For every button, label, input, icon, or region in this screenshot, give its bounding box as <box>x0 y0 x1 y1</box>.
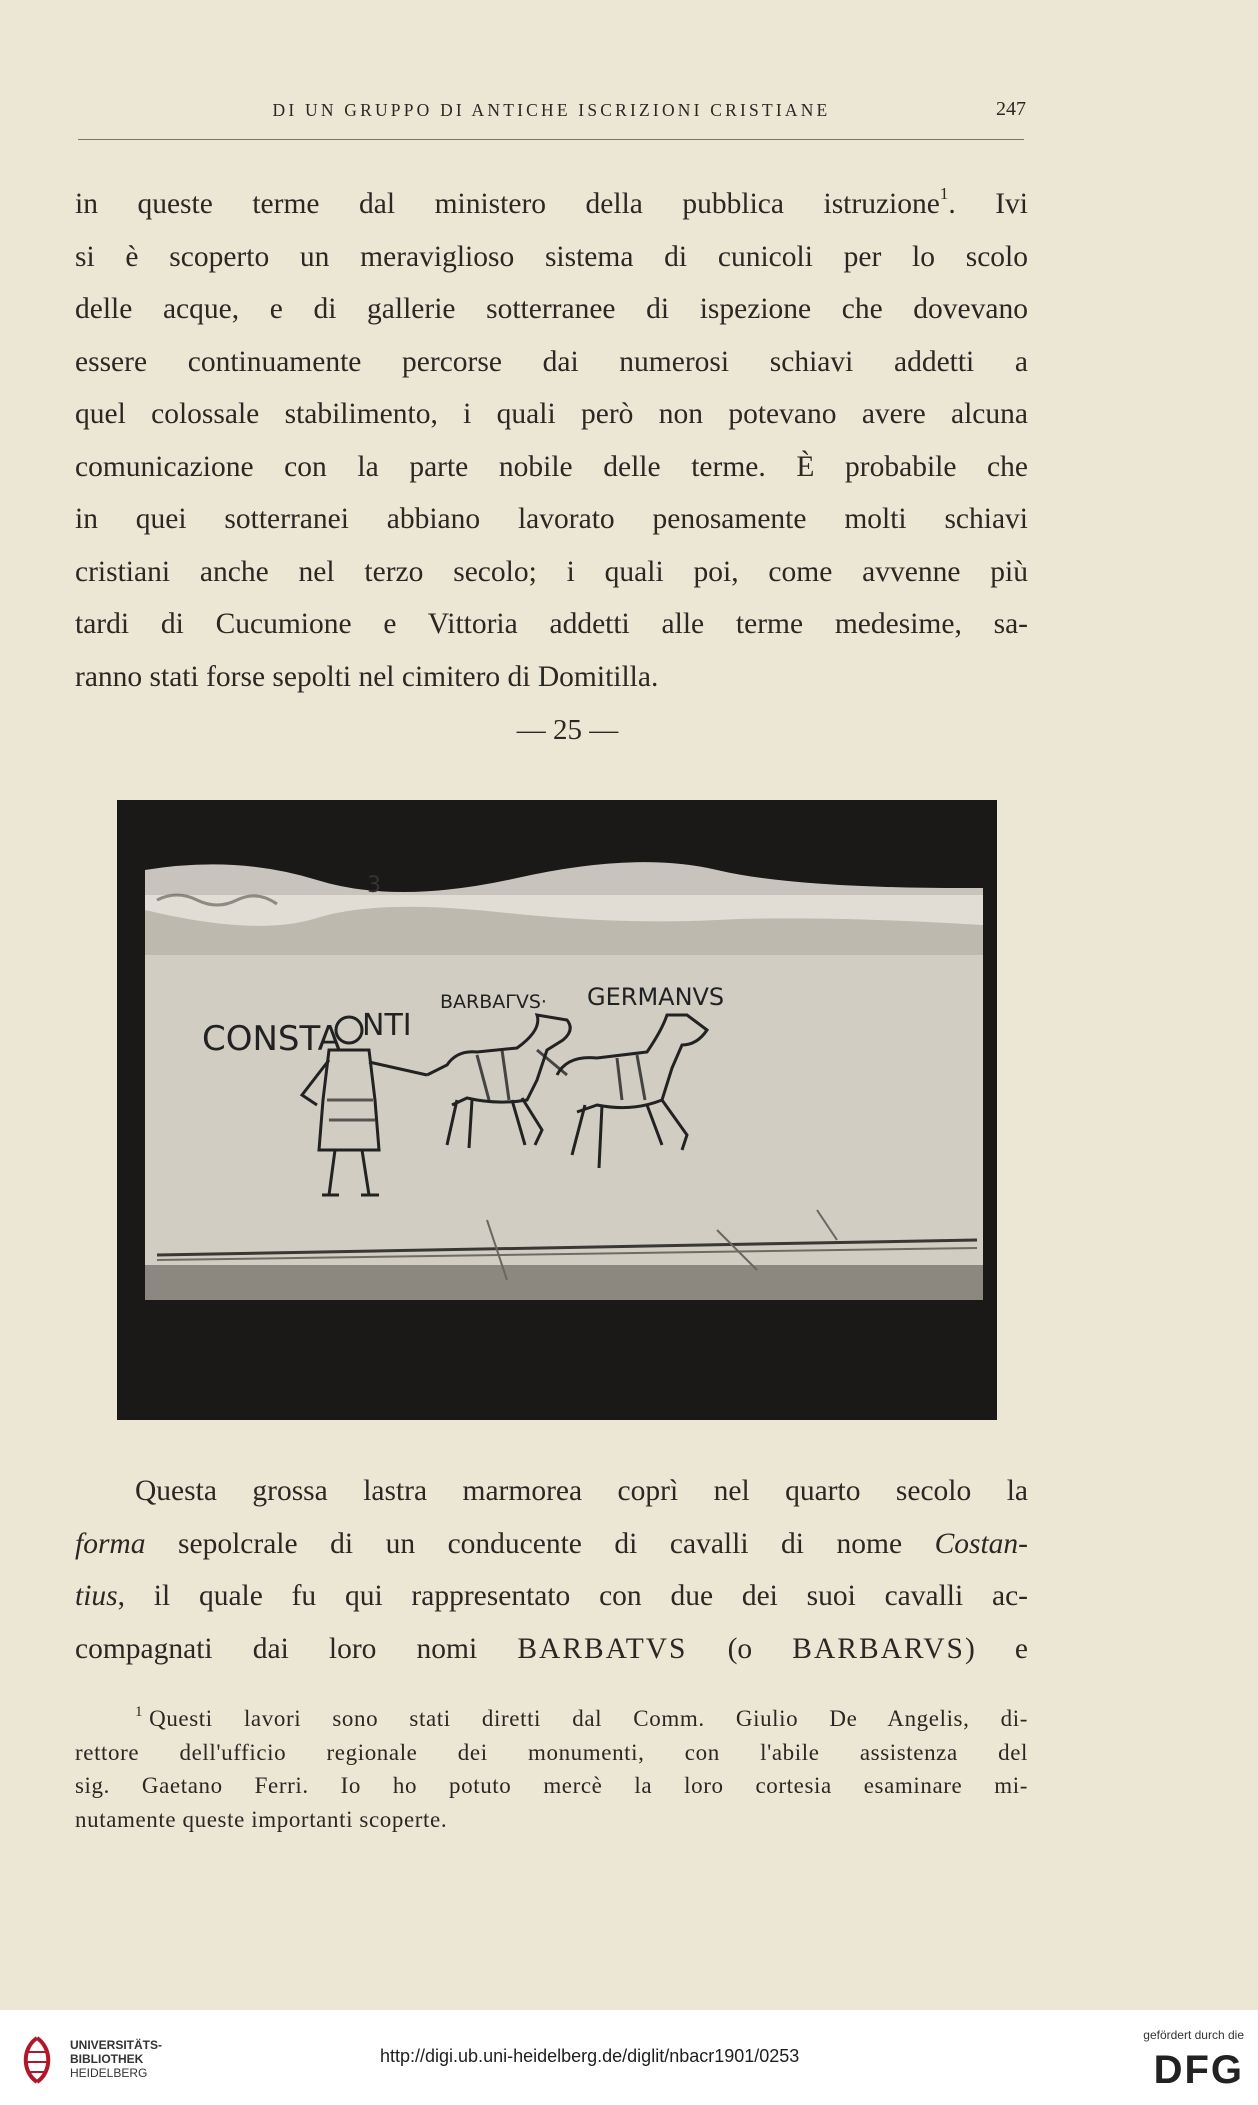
footnote-line: sig. Gaetano Ferri. Io ho potuto mercè la loro cortesia esaminare mi- <box>75 1773 1028 1798</box>
text-line: forma sepolcrale di un conducente di cavalli di nome Costan- <box>75 1527 1028 1560</box>
running-title: DI UN GRUPPO DI ANTICHE ISCRIZIONI CRISTIANE <box>272 100 831 120</box>
text-line: tardi di Cucumione e Vittoria addetti alle terme medesime, sa- <box>75 608 1028 640</box>
dfg-logo: DFG <box>1153 2048 1244 2092</box>
institution-name: UNIVERSITÄTS- BIBLIOTHEK HEIDELBERG <box>70 2038 163 2080</box>
footnote-line: $^1$ Questi lavori sono stati diretti dal Comm. Giulio De Angelis, di- <box>135 1704 1028 1731</box>
viewer-footer <box>0 2010 1258 2105</box>
section-number: — 25 — <box>516 714 619 746</box>
horse-name-barbarus: BARBARVS <box>792 1632 965 1665</box>
text-line: in quei sotterranei abbiano lavorato penosamente molti schiavi <box>75 503 1028 535</box>
italic-term: forma <box>75 1527 146 1560</box>
text-line: tius, il quale fu qui rappresentato con due dei suoi cavalli ac- <box>75 1580 1028 1612</box>
footnote-mark: 1 <box>135 1704 144 1720</box>
sponsor-label: gefördert durch die <box>1143 2028 1244 2042</box>
text-line: ranno stati forse sepolti nel cimitero di Domitilla. <box>75 660 659 693</box>
inscription-constantius-b: NTI <box>362 1008 412 1043</box>
paragraph-2 <box>75 1465 1028 1675</box>
text-line: comunicazione con la parte nobile delle terme. È probabile che <box>75 450 1028 483</box>
paragraph-1 <box>75 168 1028 703</box>
text-line: compagnati dai loro nomi BARBATVS (o BARBARVS) e <box>75 1632 1029 1665</box>
corner-mark: 3 <box>367 873 381 898</box>
footnote-line: rettore dell'ufficio regionale dei monumenti, con l'abile assistenza del <box>75 1739 1028 1765</box>
text-line: delle acque, e di gallerie sotterranee di ispezione che dovevano <box>75 293 1028 325</box>
permalink[interactable]: http://digi.ub.uni-heidelberg.de/diglit/nbacr1901/0253 <box>380 2046 800 2066</box>
inscription-photograph <box>117 800 997 1420</box>
inscription-constantius-a: CONSTA <box>202 1019 341 1059</box>
footnote <box>75 1696 1028 1836</box>
university-library-logo-icon <box>14 2034 60 2086</box>
horse-name-barbatus: BARBATVS <box>517 1632 688 1665</box>
inscription-barbatus: BARBAΓVS· <box>440 991 547 1013</box>
footnote-reference: 1 <box>939 184 949 203</box>
page-number: 247 <box>996 98 1026 120</box>
italic-term: Costan- <box>934 1527 1028 1560</box>
text-line: cristiani anche nel terzo secolo; i quali poi, come avvenne più <box>75 555 1028 588</box>
italic-term: tius <box>75 1580 118 1612</box>
footnote-line: nutamente queste importanti scoperte. <box>75 1806 448 1832</box>
text-line: essere continuamente percorse dai numerosi schiavi addetti a <box>75 345 1028 378</box>
text-line: si è scoperto un meraviglioso sistema di cunicoli per lo scolo <box>75 240 1028 273</box>
header-rule <box>78 139 1024 140</box>
text-line: in queste terme dal ministero della pubblica istruzione$^1$. Ivi <box>75 184 1028 220</box>
marble-slab-illustration <box>117 800 997 1420</box>
inscription-germanus: GERMANVS <box>587 983 725 1011</box>
text-line: Questa grossa lastra marmorea coprì nel quarto secolo la <box>135 1475 1028 1507</box>
text-line: quel colossale stabilimento, i quali però non potevano avere alcuna <box>75 398 1028 430</box>
